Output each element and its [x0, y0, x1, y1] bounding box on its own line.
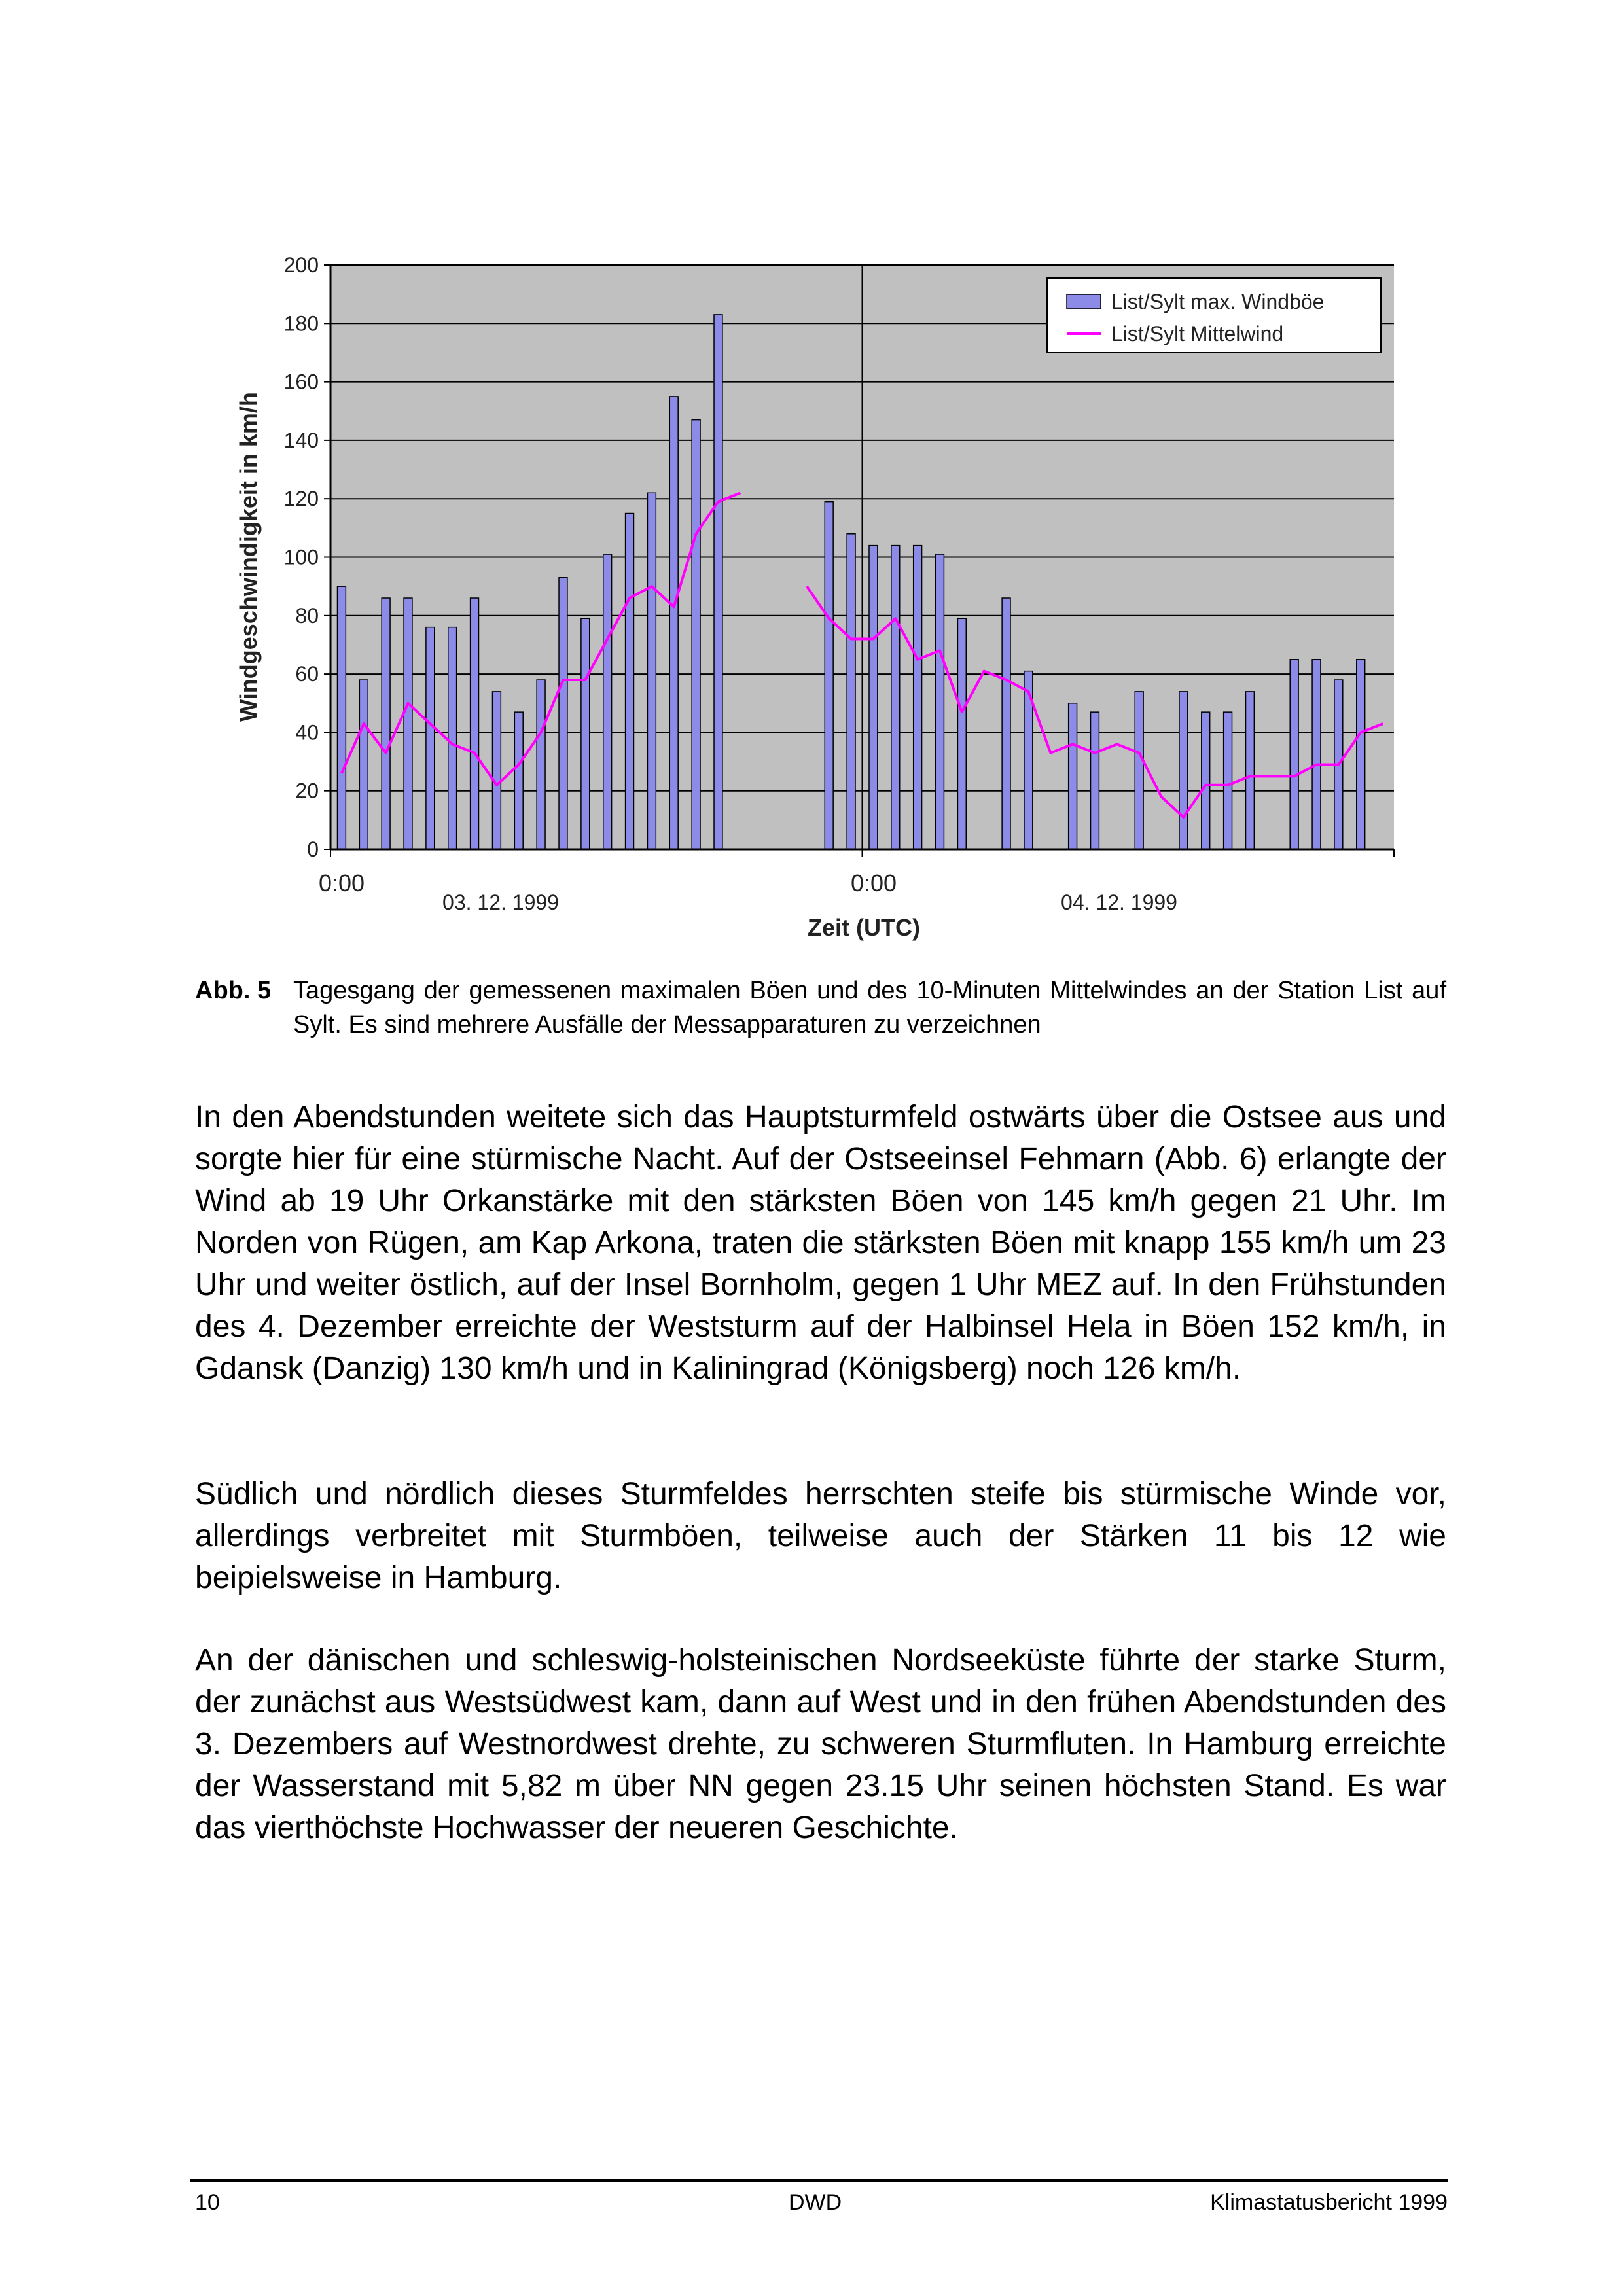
gust-bar	[559, 578, 567, 849]
gust-bar	[514, 712, 523, 849]
gust-bar	[714, 315, 722, 849]
y-tick-label: 40	[295, 720, 319, 745]
gust-bar	[1069, 703, 1077, 849]
gust-bar	[537, 680, 545, 849]
wind-speed-chart	[216, 226, 1414, 952]
gust-bar	[1312, 660, 1321, 849]
y-tick-label: 200	[283, 253, 319, 277]
gust-bar	[1091, 712, 1099, 849]
gust-bar	[891, 546, 900, 849]
y-tick-label: 120	[283, 487, 319, 511]
gust-bar	[1202, 712, 1210, 849]
figure-caption	[195, 974, 1446, 1042]
gust-bar	[847, 534, 855, 849]
footer-report-title: Klimastatusbericht 1999	[1210, 2190, 1448, 2215]
gust-bar	[581, 618, 590, 849]
caption-text: Tagesgang der gemessenen maximalen Böen und des 10-Minuten Mittelwindes an der Station List auf Sylt. Es sind mehrere Ausfälle der Messapparaturen zu verzeichnen	[293, 977, 1446, 1038]
gust-bar	[1290, 660, 1298, 849]
gust-bar	[426, 627, 435, 849]
y-tick-label: 80	[295, 603, 319, 627]
gust-bar	[1179, 692, 1188, 849]
y-tick-label: 140	[283, 428, 319, 452]
gust-bar	[337, 586, 346, 849]
legend-label-gust: List/Sylt max. Windböe	[1111, 290, 1325, 313]
legend-label-mean: List/Sylt Mittelwind	[1111, 322, 1284, 345]
gust-bar	[626, 514, 634, 849]
paragraph-3: An der dänischen und schleswig-holsteinischen Nordseeküste führte der starke Sturm, der zunächst aus Westsüdwest kam, dann auf West und in den frühen Abendstunden des 3. Dezembers auf Westnordwest drehte, zu schweren Sturmfluten. In Hamburg erreichte der Wasserstand mit 5,82 m über NN gegen 23.15 Uhr seinen höchsten Stand. Es war das vierthöchste Hochwasser der neueren Geschichte.	[195, 1643, 1446, 1845]
gust-bar	[825, 502, 833, 849]
page-number: 10	[195, 2190, 220, 2215]
gust-bar	[1135, 692, 1143, 849]
gust-bar	[382, 598, 390, 849]
x-tick-label-second: 0:00	[850, 870, 897, 896]
paragraph-2: Südlich und nördlich dieses Sturmfeldes herrschten steife bis stürmische Winde vor, allerdings verbreitet mit Sturmböen, teilweise auch der Stärken 11 bis 12 wie beipielsweise in Hamburg.	[195, 1477, 1446, 1595]
gust-bar	[669, 397, 678, 849]
gust-bar	[647, 493, 656, 849]
y-axis-label: Windgeschwindigkeit in km/h	[235, 392, 262, 722]
x-tick-label-first: 0:00	[318, 870, 365, 896]
gust-bar	[957, 618, 966, 849]
y-tick-label: 100	[283, 545, 319, 569]
gust-bar	[448, 627, 457, 849]
gust-bar	[869, 546, 878, 849]
y-tick-label: 180	[283, 311, 319, 336]
footer-rule	[190, 2179, 1448, 2182]
date-label-first: 03. 12. 1999	[442, 891, 559, 914]
footer-publisher: DWD	[789, 2190, 842, 2215]
gust-bar	[1002, 598, 1010, 849]
gust-bar	[359, 680, 368, 849]
gust-bar	[404, 598, 412, 849]
gust-bar	[603, 554, 612, 849]
gust-bar	[692, 420, 700, 849]
gust-bar	[936, 554, 944, 849]
caption-label: Abb. 5	[195, 977, 272, 1004]
gust-bar	[471, 598, 479, 849]
gust-bar	[914, 546, 922, 849]
y-tick-label: 160	[283, 370, 319, 394]
date-label-second: 04. 12. 1999	[1061, 891, 1177, 914]
legend-swatch-gust	[1067, 294, 1101, 309]
paragraph-1: In den Abendstunden weitete sich das Hauptsturmfeld ostwärts über die Ostsee aus und sorgte hier für eine stürmische Nacht. Auf der Ostseeinsel Fehmarn (Abb. 6) erlangte der Wind ab 19 Uhr Orkanstärke mit den stärksten Böen von 145 km/h gegen 21 Uhr. Im Norden von Rügen, am Kap Arkona, traten die stärksten Böen mit knapp 155 km/h um 23 Uhr und weiter östlich, auf der Insel Bornholm, gegen 1 Uhr MEZ auf. In den Frühstunden des 4. Dezember erreichte der Weststurm auf der Halbinsel Hela in Böen 152 km/h, in Gdansk (Danzig) 130 km/h und in Kaliningrad (Königsberg) noch 126 km/h.	[195, 1100, 1446, 1386]
chart-svg	[216, 226, 1414, 952]
y-tick-label: 20	[295, 779, 319, 803]
gust-bar	[1246, 692, 1255, 849]
y-tick-label: 60	[295, 662, 319, 686]
gust-bar	[1357, 660, 1365, 849]
gust-bar	[1224, 712, 1232, 849]
y-tick-label: 0	[307, 838, 319, 861]
x-axis-label: Zeit (UTC)	[808, 914, 920, 941]
legend	[1047, 278, 1381, 353]
gust-bar	[492, 692, 501, 849]
